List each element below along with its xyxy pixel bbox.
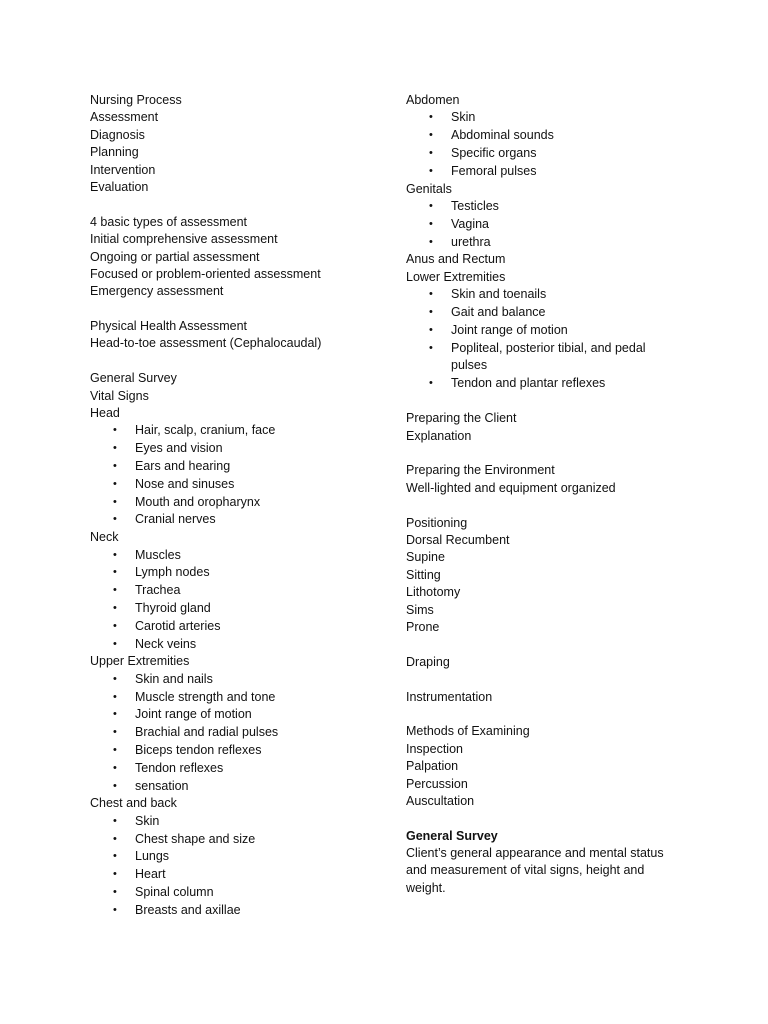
list-item: • Skin: [90, 813, 380, 831]
abdomen-list: [406, 109, 706, 180]
list-item: • Skin and nails: [90, 671, 380, 689]
lower-extremities-list: [406, 286, 706, 393]
assessment-type: Initial comprehensive assessment: [90, 232, 278, 247]
position-item: Dorsal Recumbent: [406, 533, 510, 548]
bullet-icon: •: [429, 217, 433, 230]
list-item: • Gait and balance: [406, 304, 706, 322]
bullet-icon: •: [429, 111, 433, 124]
upper-extremities-heading: Upper Extremities: [90, 654, 190, 669]
physical-assessment-title: Physical Health Assessment: [90, 319, 248, 334]
bullet-icon: •: [113, 495, 117, 508]
head-list: [90, 422, 380, 529]
position-item: Prone: [406, 620, 440, 634]
bullet-icon: •: [113, 903, 117, 916]
method-item: Inspection: [406, 741, 463, 756]
list-item: • Femoral pulses: [406, 163, 706, 181]
bullet-icon: •: [429, 199, 433, 212]
instrumentation-heading: Instrumentation: [406, 689, 493, 704]
preparing-environment-title: Preparing the Environment: [406, 463, 555, 478]
list-item: • Abdominal sounds: [406, 127, 706, 145]
assessment-type: Emergency assessment: [90, 284, 224, 299]
list-item: • Muscle strength and tone: [90, 689, 380, 707]
list-item: • Lymph nodes: [90, 564, 380, 582]
list-item: • Trachea: [90, 582, 380, 600]
bullet-icon: •: [429, 146, 433, 159]
list-item: • Cranial nerves: [90, 511, 380, 529]
abdomen-heading: Abdomen: [406, 93, 460, 107]
bullet-icon: •: [429, 323, 433, 336]
bullet-icon: •: [113, 619, 117, 632]
neck-heading: Neck: [90, 530, 119, 545]
genitals-list: [406, 198, 706, 251]
position-item: Sitting: [406, 567, 441, 582]
general-survey-title: General Survey: [406, 828, 498, 843]
list-item: • Heart: [90, 866, 380, 884]
list-item: • Mouth and oropharynx: [90, 494, 380, 512]
head-heading: Head: [90, 406, 120, 421]
bullet-icon: •: [113, 814, 117, 827]
nursing-step: Assessment: [90, 110, 159, 125]
general-survey-heading: General Survey: [90, 371, 177, 386]
list-item: • Carotid arteries: [90, 618, 380, 636]
bullet-icon: •: [113, 566, 117, 579]
draping-heading: Draping: [406, 654, 450, 669]
list-item: • Eyes and vision: [90, 440, 380, 458]
bullet-icon: •: [429, 377, 433, 390]
list-item: • Popliteal, posterior tibial, and pedal pulses: [429, 340, 646, 373]
positioning-title: Positioning: [406, 515, 468, 530]
nursing-step: Evaluation: [90, 179, 149, 194]
list-item: • Thyroid gland: [90, 600, 380, 618]
vital-signs-heading: Vital Signs: [90, 388, 149, 403]
method-item: Percussion: [406, 776, 468, 791]
list-item: • Specific organs: [406, 145, 706, 163]
bullet-icon: •: [113, 548, 117, 561]
bullet-icon: •: [429, 164, 433, 177]
right-column: [406, 92, 706, 897]
bullet-icon: •: [113, 726, 117, 739]
list-item: • Breasts and axillae: [90, 902, 380, 920]
bullet-icon: •: [113, 868, 117, 881]
bullet-icon: •: [113, 513, 117, 526]
assessment-type: Focused or problem-oriented assessment: [90, 266, 321, 281]
nursing-process-title: Nursing Process: [90, 93, 182, 107]
bullet-icon: •: [113, 690, 117, 703]
lower-extremities-heading: Lower Extremities: [406, 269, 506, 284]
genitals-heading: Genitals: [406, 181, 452, 196]
list-item: • Vagina: [406, 216, 706, 234]
preparing-client-text: Explanation: [406, 428, 472, 443]
bullet-icon: •: [113, 850, 117, 863]
list-item: • Testicles: [406, 198, 706, 216]
position-item: Sims: [406, 602, 434, 617]
bullet-icon: •: [429, 305, 433, 318]
nursing-step: Intervention: [90, 162, 156, 177]
chest-back-list: [90, 813, 380, 920]
bullet-icon: •: [113, 460, 117, 473]
list-item: • Skin: [406, 109, 706, 127]
list-item: • Brachial and radial pulses: [90, 724, 380, 742]
bullet-icon: •: [113, 885, 117, 898]
bullet-icon: •: [113, 832, 117, 845]
bullet-icon: •: [113, 477, 117, 490]
list-item: • Nose and sinuses: [90, 476, 380, 494]
position-item: Lithotomy: [406, 585, 461, 600]
bullet-icon: •: [113, 584, 117, 597]
bullet-icon: •: [113, 761, 117, 774]
methods-title: Methods of Examining: [406, 724, 530, 739]
list-item: • Tendon and plantar reflexes: [406, 375, 706, 393]
preparing-environment-text: Well-lighted and equipment organized: [406, 480, 616, 495]
list-item: • Muscles: [90, 547, 380, 565]
bullet-icon: •: [429, 235, 433, 248]
bullet-icon: •: [113, 743, 117, 756]
anus-rectum-heading: Anus and Rectum: [406, 252, 506, 267]
list-item: • Neck veins: [90, 636, 380, 654]
bullet-icon: •: [113, 601, 117, 614]
assessment-types-title: 4 basic types of assessment: [90, 214, 248, 229]
list-item: • Spinal column: [90, 884, 380, 902]
bullet-icon: •: [429, 129, 433, 142]
list-item: • Skin and toenails: [406, 286, 706, 304]
list-item: • Lungs: [90, 848, 380, 866]
bullet-icon: •: [429, 288, 433, 301]
neck-list: [90, 547, 380, 654]
left-column: [90, 92, 380, 920]
list-item: • Joint range of motion: [90, 706, 380, 724]
list-item: • Hair, scalp, cranium, face: [90, 422, 380, 440]
list-item: • urethra: [406, 234, 706, 252]
list-item: • sensation: [90, 778, 380, 796]
nursing-step: Planning: [90, 145, 139, 160]
list-item: • Tendon reflexes: [90, 760, 380, 778]
bullet-icon: •: [113, 637, 117, 650]
position-item: Supine: [406, 550, 445, 565]
list-item: • Chest shape and size: [90, 831, 380, 849]
assessment-type: Ongoing or partial assessment: [90, 249, 260, 264]
nursing-step: Diagnosis: [90, 127, 145, 142]
chest-back-heading: Chest and back: [90, 796, 177, 811]
preparing-client-title: Preparing the Client: [406, 411, 517, 426]
physical-assessment-subtitle: Head-to-toe assessment (Cephalocaudal): [90, 336, 322, 351]
bullet-icon: •: [113, 708, 117, 721]
list-item: • Biceps tendon reflexes: [90, 742, 380, 760]
bullet-icon: •: [113, 424, 117, 437]
bullet-icon: •: [113, 442, 117, 455]
method-item: Palpation: [406, 759, 459, 774]
list-item: • Joint range of motion: [406, 322, 706, 340]
general-survey-text: Client’s general appearance and mental status and measurement of vital signs, height and weight.: [406, 846, 664, 895]
upper-extremities-list: [90, 671, 380, 796]
method-item: Auscultation: [406, 793, 475, 808]
bullet-icon: •: [113, 779, 117, 792]
list-item: • Ears and hearing: [90, 458, 380, 476]
bullet-icon: •: [113, 672, 117, 685]
bullet-icon: •: [429, 341, 433, 354]
